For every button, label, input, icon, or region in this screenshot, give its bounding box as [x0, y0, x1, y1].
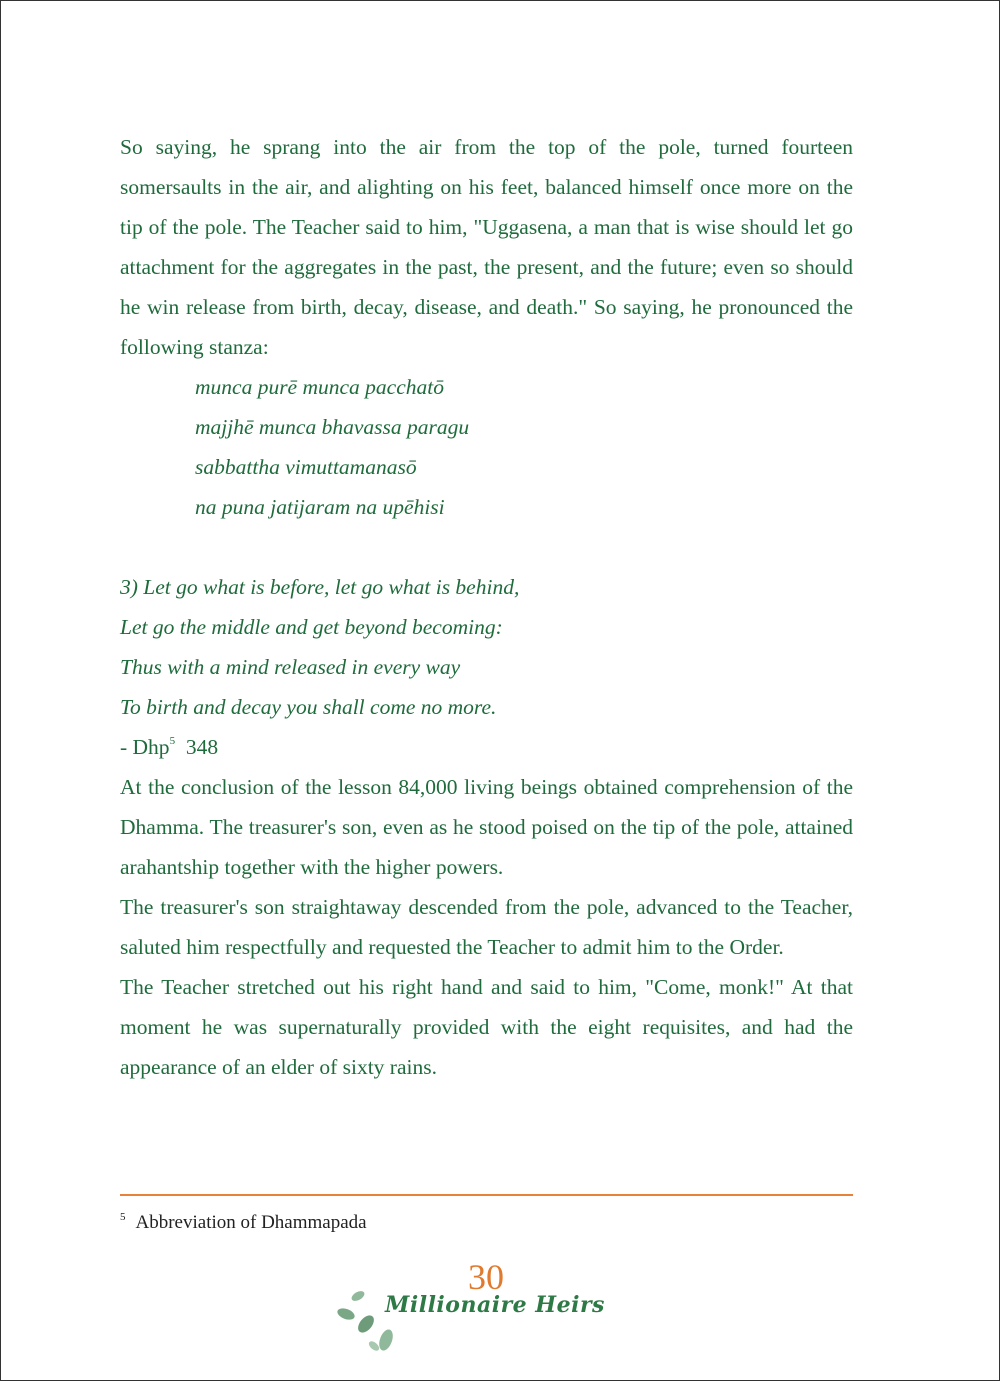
stanza-line: sabbattha vimuttamanasō: [195, 455, 417, 479]
translation-line: To birth and decay you shall come no more.: [120, 695, 497, 719]
paragraph: At the conclusion of the lesson 84,000 living beings obtained comprehension of the Dhamma. The treasurer's son, even as he stood poised on the tip of the pole, attained arahantship together with the higher powers.: [120, 775, 853, 879]
footnote-text: Abbreviation of Dhammapada: [135, 1212, 367, 1233]
verse-translation: [120, 567, 853, 727]
citation-prefix: - Dhp: [120, 735, 170, 759]
translation-line: 3) Let go what is before, let go what is behind,: [120, 575, 520, 599]
footnote: [120, 1211, 367, 1234]
paragraph: So saying, he sprang into the air from the top of the pole, turned fourteen somersaults in the air, and alighting on his feet, balanced himself once more on the tip of the pole. The Teacher said to him, "Uggasena, a man that is wise should let go attachment for the aggregates in the past, the present, and the future; even so should he win release from birth, decay, disease, and death." So saying, he pronounced the following stanza:: [120, 135, 853, 359]
page-number: 30: [468, 1257, 504, 1297]
stanza-line: majjhē munca bhavassa paragu: [195, 415, 470, 439]
pali-stanza: [120, 367, 853, 527]
stanza-line: munca purē munca pacchatō: [195, 375, 444, 399]
paragraph: The treasurer's son straightaway descended from the pole, advanced to the Teacher, saluted him respectfully and requested the Teacher to admit him to the Order.: [120, 895, 853, 959]
verse-citation: [120, 727, 853, 767]
footnote-divider: [120, 1194, 853, 1196]
main-text: [120, 127, 853, 1087]
citation-number: 348: [185, 735, 219, 759]
stanza-line: na puna jatijaram na upēhisi: [195, 495, 445, 519]
book-title: Millionaire Heirs: [385, 1292, 605, 1318]
footnote-reference[interactable]: 5: [169, 735, 176, 747]
paragraph: The Teacher stretched out his right hand and said to him, "Come, monk!" At that moment he was supernaturally provided with the eight requisites, and had the appearance of an elder of sixty rains.: [120, 975, 853, 1079]
translation-line: Let go the middle and get beyond becoming:: [120, 615, 503, 639]
footnote-marker: 5: [120, 1211, 126, 1223]
translation-line: Thus with a mind released in every way: [120, 655, 461, 679]
spacer: [120, 527, 853, 567]
